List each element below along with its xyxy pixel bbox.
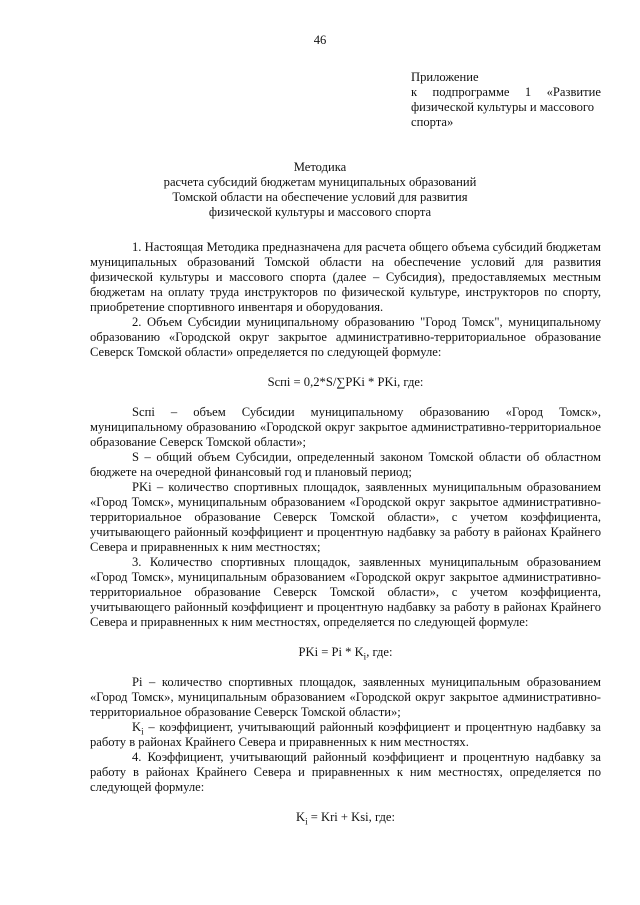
paragraph-8-subscript: i (141, 726, 144, 737)
formula-2-subscript: i (363, 651, 367, 662)
title-line: Методика (293, 160, 347, 174)
formula-3-subscript: i (305, 816, 308, 827)
title-line: физической культуры и массового спорта (208, 205, 432, 219)
formula-2 (90, 645, 601, 660)
formula-3 (90, 810, 601, 825)
paragraph-2: 2. Объем Субсидии муниципальному образованию "Город Томск", муниципальному образованию «Городской округ закрытое административно-территориальное образование Северск Томской области» определяется по следующей формуле: (90, 315, 601, 359)
paragraph-8 (90, 720, 601, 750)
paragraph-5: PKi – количество спортивных площадок, заявленных муниципальным образованием «Город Томск», муниципальным образованием «Городской округ закрытое административно-территориальное образование Северск Томской области», с учетом коэффициента, учитывающего районный коэффициент и процентную надбавку за работу в районах Крайнего Севера и приравненных к ним местностях; (90, 480, 601, 554)
document-body (90, 240, 601, 825)
formula-3-main: K (295, 810, 306, 824)
formula-3-tail: = Kri + Ksi, где: (307, 810, 396, 824)
paragraph-1: 1. Настоящая Методика предназначена для расчета общего объема субсидий бюджетам муниципальных образований Томской области на обеспечение условий для развития физической культуры и массового спорта (далее – Субсидия), предоставляемых местным бюджетам на оплату труда инструкторов по физической культуре, инструкторов по спорту, приобретение спортивного инвентаря и оборудования. (90, 240, 601, 314)
appendix-line: физической культуры и массового (411, 100, 595, 114)
appendix-line: к подпрограмме 1 «Развитие (411, 85, 601, 99)
paragraph-4: S – общий объем Субсидии, определенный законом Томской области об областном бюджете на очередной финансовый год и плановый период; (90, 450, 601, 479)
appendix-heading (411, 70, 601, 130)
formula-2-main: PKi = Pi * K (298, 645, 364, 659)
paragraph-3: Scпi – объем Субсидии муниципальному образованию «Город Томск», муниципальному образованию «Городской округ закрытое административно-территориальное образование Северск Томской области»; (90, 405, 601, 449)
formula-2-tail: , где: (366, 645, 393, 659)
appendix-line: спорта» (411, 115, 454, 129)
document-title (80, 160, 560, 220)
page-number: 46 (313, 33, 327, 47)
appendix-line: Приложение (411, 70, 479, 84)
title-line: расчета субсидий бюджетам муниципальных образований (163, 175, 477, 189)
paragraph-7: Pi – количество спортивных площадок, заявленных муниципальным образованием «Город Томск», муниципальным образованием «Городской округ закрытое административно-территориальное образование Северск Томской области»; (90, 675, 601, 719)
paragraph-8-symbol: K (132, 720, 142, 734)
paragraph-6: 3. Количество спортивных площадок, заявленных муниципальным образованием «Город Томск», муниципальным образованием «Городской округ закрытое административно-территориальное образование Северск Томской области», с учетом коэффициента, учитывающего районный коэффициент и процентную надбавку за работу в районах Крайнего Севера и приравненных к ним местностях, определяется по следующей формуле: (90, 555, 601, 629)
paragraph-8-text: – коэффициент, учитывающий районный коэффициент и процентную надбавку за работу в районах Крайнего Севера и приравненных к ним местностях. (90, 720, 601, 749)
title-line: Томской области на обеспечение условий для развития (172, 190, 468, 204)
formula-1: Scпi = 0,2*S/∑PKi * PKi, где: (267, 375, 424, 389)
paragraph-9: 4. Коэффициент, учитывающий районный коэффициент и процентную надбавку за работу в районах Крайнего Севера и приравненных к ним местностях, определяется по следующей формуле: (90, 750, 601, 794)
